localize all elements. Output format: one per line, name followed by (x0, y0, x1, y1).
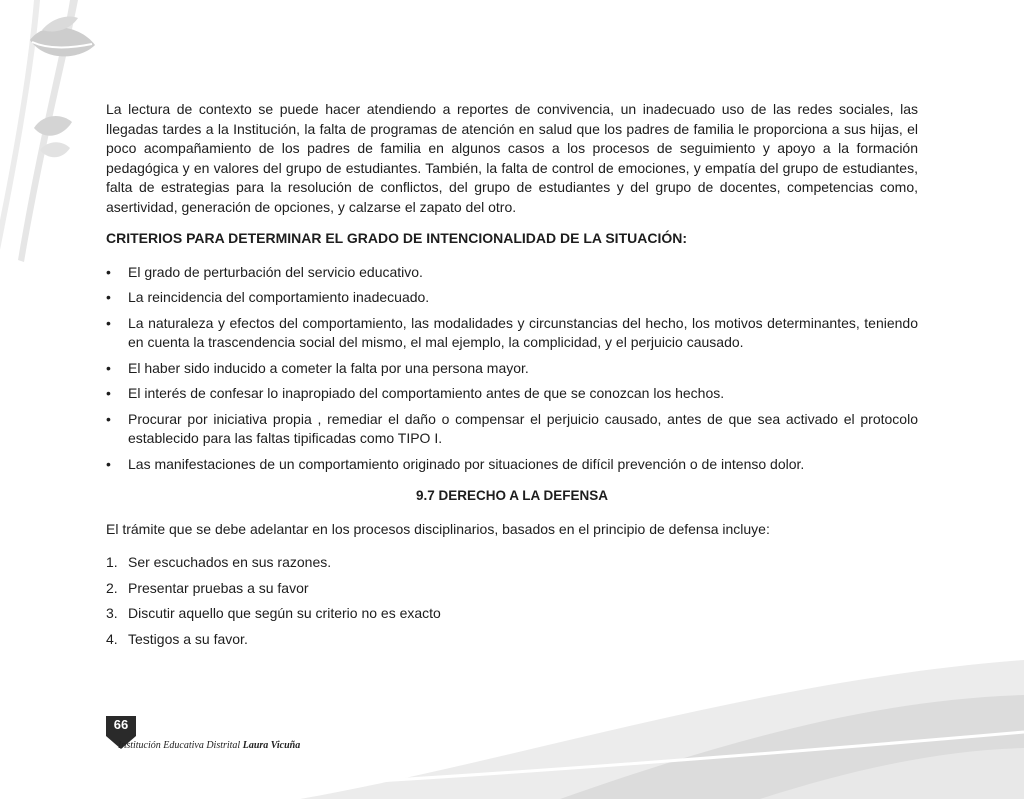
list-item: • El haber sido inducido a cometer la falta por una persona mayor. (106, 359, 918, 379)
list-item: 2. Presentar pruebas a su favor (106, 579, 918, 599)
bullet-icon: • (106, 455, 111, 472)
list-item: 3. Discutir aquello que según su criterio no es exacto (106, 604, 918, 624)
page-number: 66 (113, 717, 129, 732)
list-item: 1. Ser escuchados en sus razones. (106, 553, 918, 573)
page-content (106, 100, 918, 655)
list-item: 4. Testigos a su favor. (106, 630, 918, 650)
item-number: 2. (106, 579, 118, 596)
criteria-heading: CRITERIOS PARA DETERMINAR EL GRADO DE INTENCIONALIDAD DE LA SITUACIÓN: (106, 230, 688, 246)
list-item: • Las manifestaciones de un comportamiento originado por situaciones de difícil prevención o de intenso dolor. (106, 455, 918, 475)
bullet-icon: • (106, 314, 111, 331)
list-item: • La naturaleza y efectos del comportamiento, las modalidades y circunstancias del hecho, los motivos determinantes, teniendo en cuenta la trascendencia social del mismo, el mal ejemplo, la complicidad, y el perjuicio causado. (106, 314, 918, 350)
bullet-icon: • (106, 263, 111, 280)
bullet-icon: • (106, 359, 111, 376)
item-number: 4. (106, 630, 118, 647)
floral-decoration-left (0, 0, 110, 270)
defense-list (106, 553, 918, 649)
item-number: 1. (106, 554, 118, 570)
list-item: • El interés de confesar lo inapropiado del comportamiento antes de que se conozcan los hechos. (106, 384, 918, 404)
list-item: • El grado de perturbación del servicio educativo. (106, 263, 918, 283)
bullet-icon: • (106, 410, 111, 427)
section-title: 9.7 DERECHO A LA DEFENSA (415, 488, 609, 503)
criteria-list (106, 263, 918, 475)
list-item: • Procurar por iniciativa propia , remediar el daño o compensar el perjuicio causado, antes de que sea activado el protocolo establecido para las faltas tipificadas como TIPO I. (106, 410, 918, 446)
section-intro: El trámite que se debe adelantar en los procesos disciplinarios, basados en el principio de defensa incluye: (106, 520, 770, 537)
wave-decoration-bottom (0, 640, 1024, 799)
item-number: 3. (106, 605, 118, 621)
institution-name: Institución Educativa Distrital Laura Vicuña (118, 740, 301, 751)
list-item: • La reincidencia del comportamiento inadecuado. (106, 288, 918, 308)
context-paragraph: La lectura de contexto se puede hacer atendiendo a reportes de convivencia, un inadecuado uso de las redes sociales, las llegadas tardes a la Institución, la falta de programas de atención en salud que los padres de familia le proporciona a sus hijas, el poco acompañamiento de los padres de familia en algunos casos a los procesos de seguimiento y apoyo a la formación pedagógica y en valores del grupo de estudiantes. También, la falta de control de emociones, y empatía del grupo de estudiantes, falta de estrategias para la resolución de conflictos, del grupo de estudiantes y del grupo de docentes, competencias como, asertividad, generación de opciones, y calzarse el zapato del otro. (106, 101, 918, 215)
bullet-icon: • (106, 385, 111, 401)
bullet-icon: • (106, 289, 111, 305)
